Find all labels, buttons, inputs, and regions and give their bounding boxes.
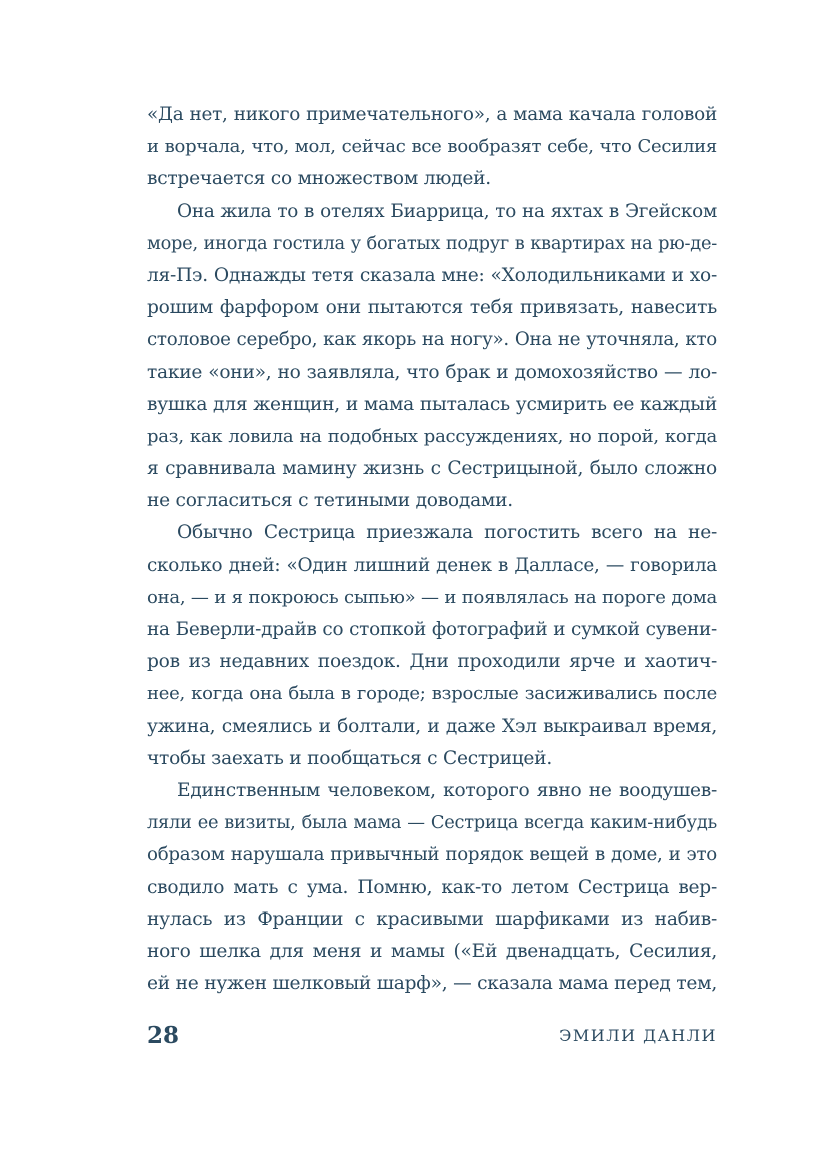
text-line: нее, когда она была в городе; взрослые засиживались после [147, 683, 717, 705]
text-line: Она жила то в отелях Биаррица, то на яхтах в Эгейском [177, 200, 717, 222]
running-head-author: ЭМИЛИ ДАНЛИ [559, 1026, 717, 1045]
text-line: образом нарушала привычный порядок вещей в доме, и это [147, 844, 717, 866]
page-footer [147, 1018, 717, 1058]
text-line: ров из недавних поездок. Дни проходили ярче и хаотич- [147, 651, 717, 673]
text-line: ляли ее визиты, была мама — Сестрица всегда каким-нибудь [147, 812, 717, 834]
text-line: не согласиться с тетиными доводами. [147, 490, 513, 512]
text-line: раз, как ловила на подобных рассуждениях, но порой, когда [147, 425, 717, 447]
text-line: ей не нужен шелковый шарф», — сказала мама перед тем, [147, 973, 717, 995]
text-line: чтобы заехать и пообщаться с Сестрицей. [147, 747, 552, 769]
text-line: ного шелка для меня и мамы («Ей двенадцать, Сесилия, [147, 940, 717, 962]
text-line: столовое серебро, как якорь на ногу». Она не уточняла, кто [147, 329, 717, 351]
text-line: и ворчала, что, мол, сейчас все вообразят себе, что Сесилия [147, 136, 717, 158]
text-line: сколько дней: «Один лишний денек в Далласе, — говорила [147, 554, 717, 576]
text-line: Единственным человеком, которого явно не воодушев- [177, 779, 717, 801]
text-line: рошим фарфором они пытаются тебя привязать, навесить [147, 297, 717, 319]
text-line: встречается со множеством людей. [147, 168, 491, 190]
text-line: ля-Пэ. Однажды тетя сказала мне: «Холодильниками и хо- [147, 264, 717, 286]
text-line: море, иногда гостила у богатых подруг в квартирах на рю-де- [147, 232, 717, 254]
text-line: такие «они», но заявляла, что брак и домохозяйство — ло- [147, 361, 717, 383]
text-line: «Да нет, никого примечательного», а мама качала головой [147, 104, 717, 125]
text-line: она, — и я покроюсь сыпью» — и появлялась на пороге дома [147, 586, 717, 608]
text-line: на Беверли-драйв со стопкой фотографий и сумкой сувени- [147, 619, 717, 640]
text-line: я сравнивала мамину жизнь с Сестрицыной, было сложно [147, 458, 717, 480]
text-line: сводило мать с ума. Помню, как-то летом Сестрица вер- [147, 876, 717, 898]
text-line: нулась из Франции с красивыми шарфиками из набив- [147, 908, 717, 930]
text-line: ужина, смеялись и болтали, и даже Хэл выкраивал время, [147, 715, 717, 737]
text-line: вушка для женщин, и мама пыталась усмирить ее каждый [147, 393, 717, 415]
text-line: Обычно Сестрица приезжала погостить всего на не- [177, 522, 717, 544]
page-number: 28 [147, 1022, 180, 1049]
page-body-text [147, 99, 717, 1000]
